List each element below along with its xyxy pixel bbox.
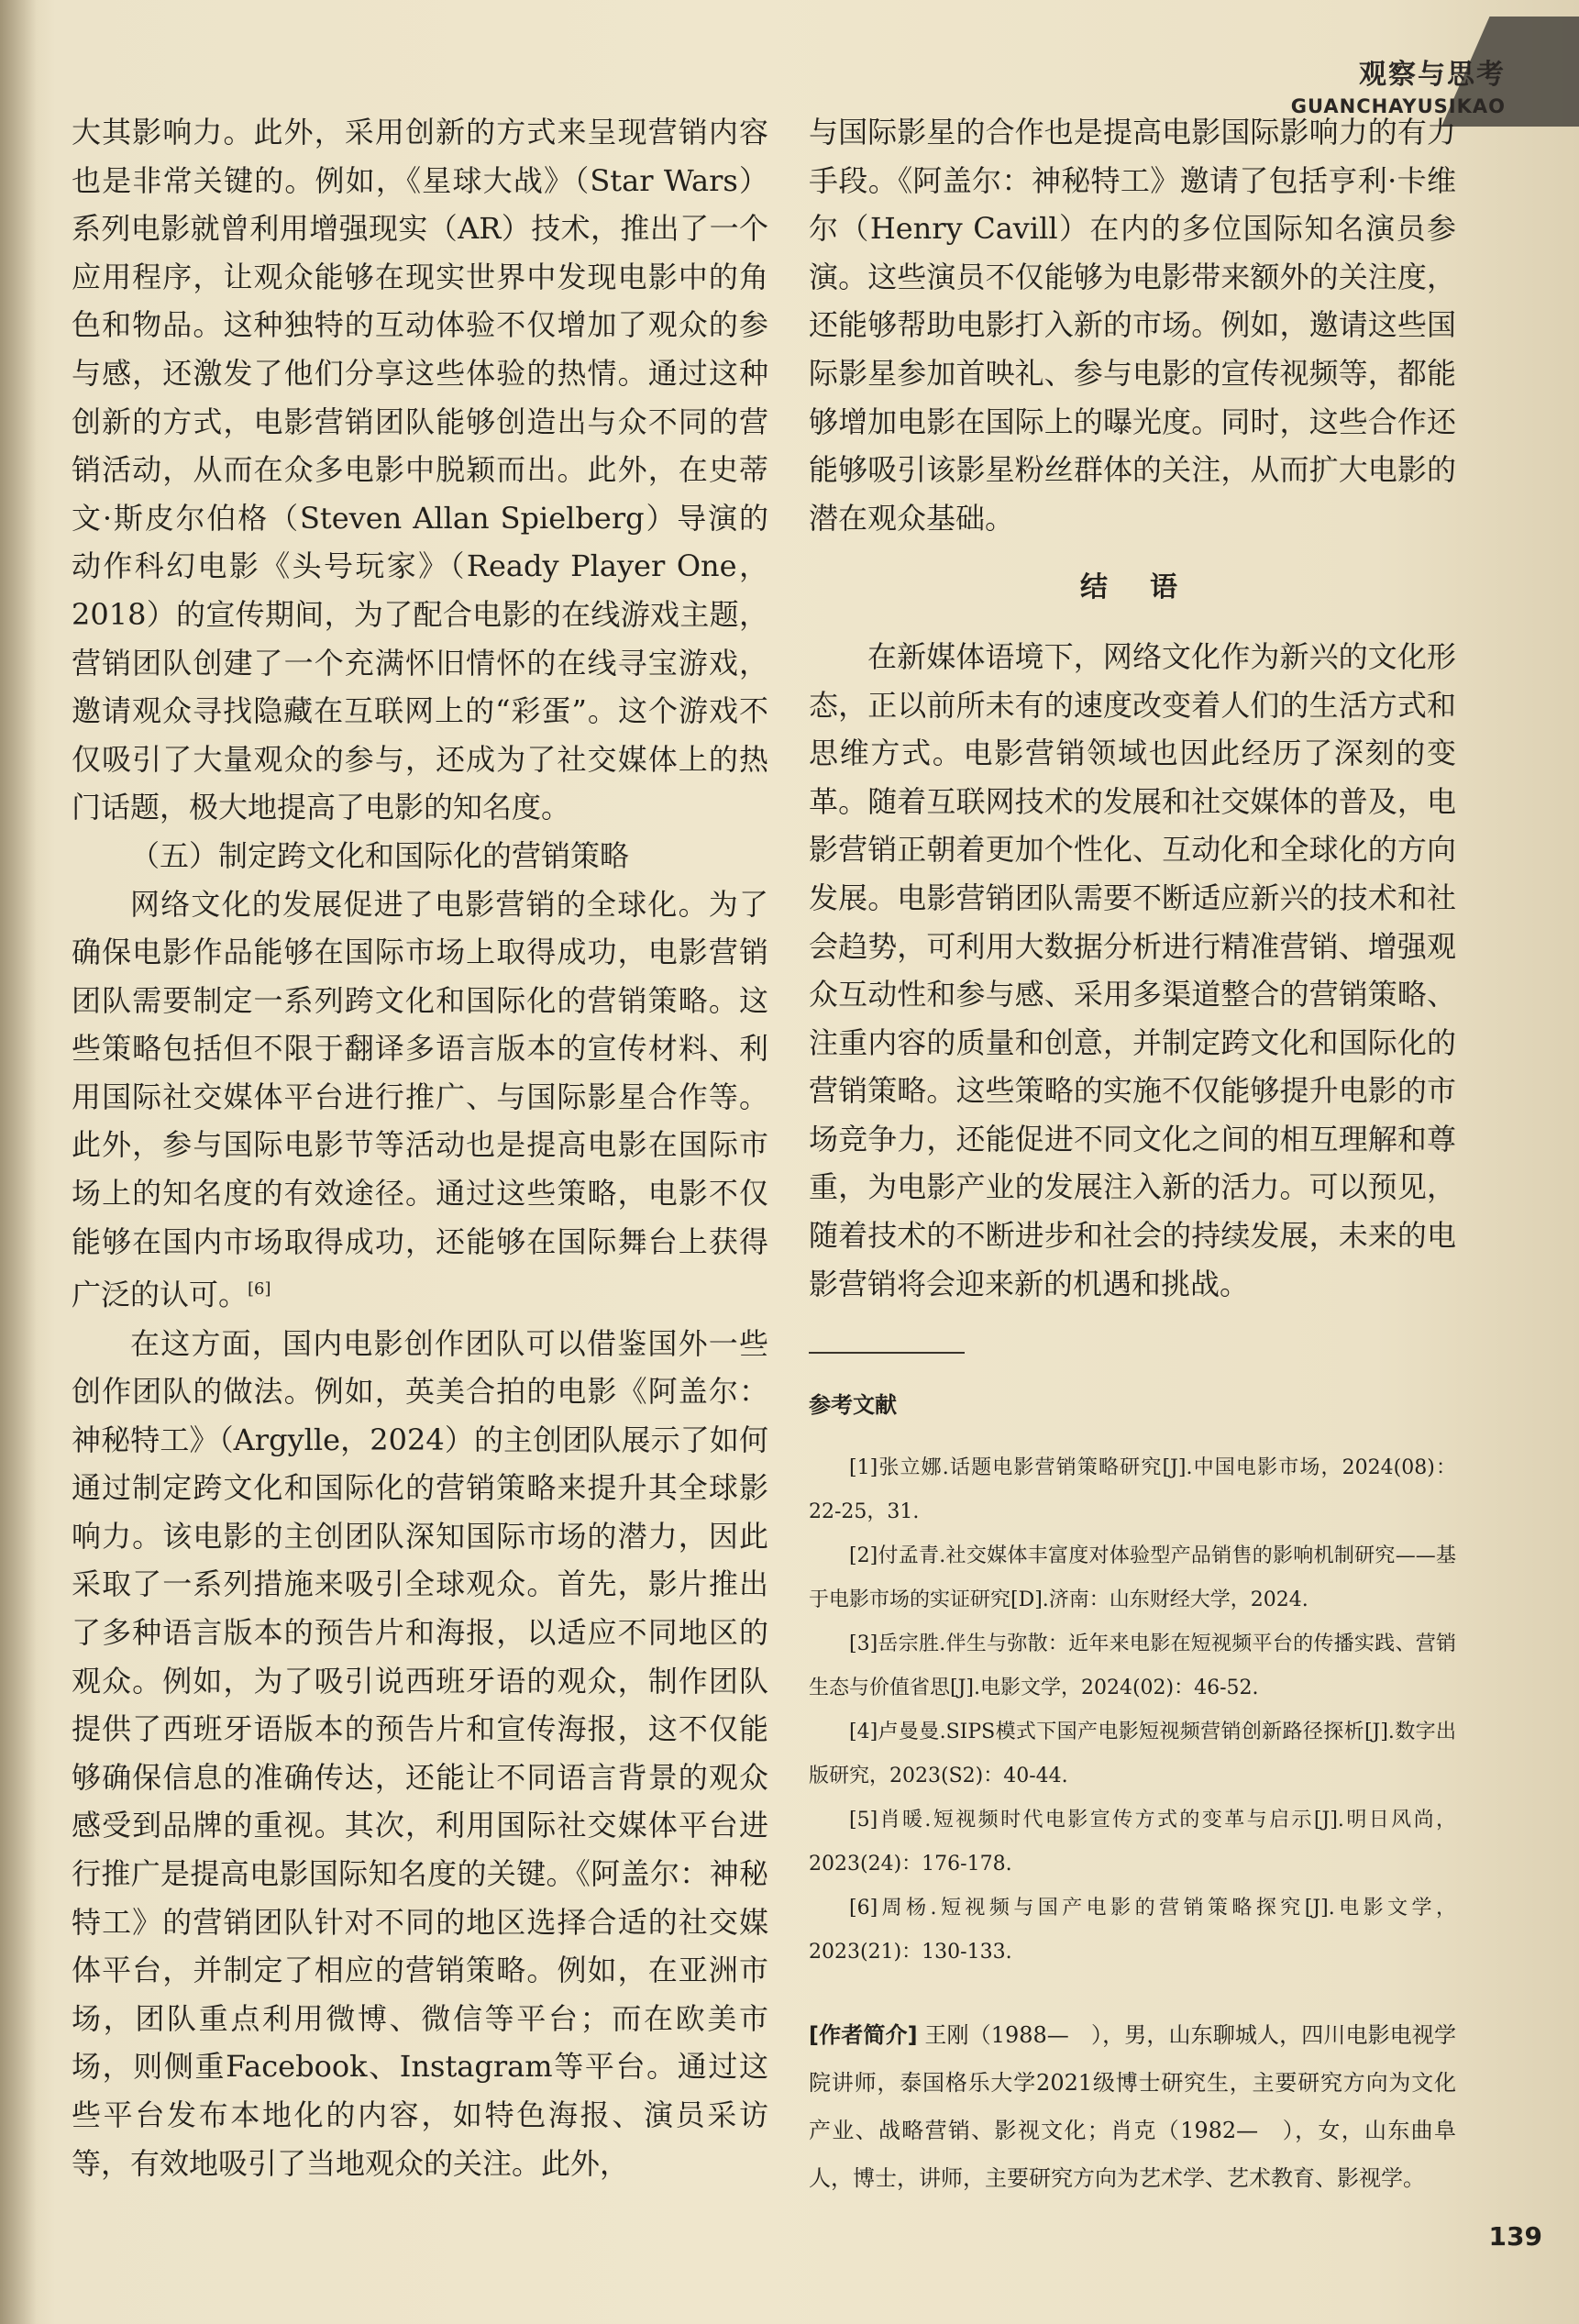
reference-item: [1]张立娜.话题电影营销策略研究[J].中国电影市场，2024(08)：22-25，31. <box>809 1455 1456 1523</box>
reference-item: [3]岳宗胜.伴生与弥散：近年来电影在短视频平台的传播实践、营销生态与价值省思[J].电影文学，2024(02)：46-52. <box>809 1632 1456 1699</box>
page-number: 139 <box>1488 2221 1542 2252</box>
left-paragraph-2-text: 网络文化的发展促进了电影营销的全球化。为了确保电影作品能够在国际市场上取得成功，电影营销团队需要制定一系列跨文化和国际化的营销策略。这些策略包括但不限于翻译多语言版本的宣传材料、利用国际社交媒体平台进行推广、与国际影星合作等。此外，参与国际电影节等活动也是提高电影在国际市场上的知名度的有效途径。通过这些策略，电影不仅能够在国内市场取得成功，还能够在国际舞台上获得广泛的认可。 <box>72 886 768 1312</box>
conclusion-heading: 结 语 <box>1080 571 1185 604</box>
header-subtitle: GUANCHAYUSIKAO <box>1290 95 1506 117</box>
reference-item: [2]付孟青.社交媒体丰富度对体验型产品销售的影响机制研究——基于电影市场的实证研究[D].济南：山东财经大学，2024. <box>809 1544 1456 1611</box>
header-title: 观察与思考 <box>1359 59 1506 91</box>
left-paragraph-2 <box>72 880 768 1320</box>
right-paragraph-1: 与国际影星的合作也是提高电影国际影响力的有力手段。《阿盖尔：神秘特工》邀请了包括亨利·卡维尔（Henry Cavill）在内的多位国际知名演员参演。这些演员不仅能够为电影带来额外的关注度，还能够帮助电影打入新的市场。例如，邀请这些国际影星参加首映礼、参与电影的宣传视频等，都能够增加电影在国际上的曝光度。同时，这些合作还能够吸引该影星粉丝群体的关注，从而扩大电影的潜在观众基础。 <box>809 115 1456 536</box>
author-bio <box>809 2011 1456 2202</box>
conclusion-paragraph: 在新媒体语境下，网络文化作为新兴的文化形态，正以前所未有的速度改变着人们的生活方式和思维方式。电影营销领域也因此经历了深刻的变革。随着互联网技术的发展和社交媒体的普及，电影营销正朝着更加个性化、互动化和全球化的方向发展。电影营销团队需要不断适应新兴的技术和社会趋势，可利用大数据分析进行精准营销、增强观众互动性和参与感、采用多渠道整合的营销策略、注重内容的质量和创意，并制定跨文化和国际化的营销策略。这些策略的实施不仅能够提升电影的市场竞争力，还能促进不同文化之间的相互理解和尊重，为电影产业的发展注入新的活力。可以预见，随着技术的不断进步和社会的持续发展，未来的电影营销将会迎来新的机遇和挑战。 <box>809 638 1456 1301</box>
references-divider <box>809 1352 965 1354</box>
left-paragraph-1: 大其影响力。此外，采用创新的方式来呈现营销内容也是非常关键的。例如，《星球大战》（Star Wars）系列电影就曾利用增强现实（AR）技术，推出了一个应用程序，让观众能够在现实世界中发现电影中的角色和物品。这种独特的互动体验不仅增加了观众的参与感，还激发了他们分享这些体验的热情。通过这种创新的方式，电影营销团队能够创造出与众不同的营销活动，从而在众多电影中脱颖而出。此外，在史蒂文·斯皮尔伯格（Steven Allan Spielberg）导演的动作科幻电影《头号玩家》（Ready Player One，2018）的宣传期间，为了配合电影的在线游戏主题，营销团队创建了一个充满怀旧情怀的在线寻宝游戏，邀请观众寻找隐藏在互联网上的“彩蛋”。这个游戏不仅吸引了大量观众的参与，还成为了社交媒体上的热门话题，极大地提高了电影的知名度。 <box>72 115 768 825</box>
left-column <box>72 108 768 2187</box>
reference-item: [5]肖暖.短视频时代电影宣传方式的变革与启示[J].明日风尚，2023(24)：176-178. <box>809 1808 1456 1876</box>
section-subheading: （五）制定跨文化和国际化的营销策略 <box>130 837 630 873</box>
book-gutter-shadow <box>0 0 37 2324</box>
author-bio-label: [作者简介] <box>809 2021 918 2048</box>
author-bio-text: 王刚（1988— ），男，山东聊城人，四川电影电视学院讲师，泰国格乐大学2021级博士研究生，主要研究方向为文化产业、战略营销、影视文化；肖克（1982— ），女，山东曲阜人，博士，讲师，主要研究方向为艺术学、艺术教育、影视学。 <box>809 2021 1457 2191</box>
reference-item: [4]卢曼曼.SIPS模式下国产电影短视频营销创新路径探析[J].数字出版研究，2023(S2)：40-44. <box>809 1720 1456 1787</box>
references-heading: 参考文献 <box>809 1392 897 1419</box>
reference-item: [6]周杨.短视频与国产电影的营销策略探究[J].电影文学，2023(21)：130-133. <box>809 1896 1456 1964</box>
left-paragraph-3: 在这方面，国内电影创作团队可以借鉴国外一些创作团队的做法。例如，英美合拍的电影《阿盖尔：神秘特工》（Argylle，2024）的主创团队展示了如何通过制定跨文化和国际化的营销策略来提升其全球影响力。该电影的主创团队深知国际市场的潜力，因此采取了一系列措施来吸引全球观众。首先，影片推出了多种语言版本的预告片和海报，以适应不同地区的观众。例如，为了吸引说西班牙语的观众，制作团队提供了西班牙语版本的预告片和宣传海报，这不仅能够确保信息的准确传达，还能让不同语言背景的观众感受到品牌的重视。其次，利用国际社交媒体平台进行推广是提高电影国际知名度的关键。《阿盖尔：神秘特工》的营销团队针对不同的地区选择合适的社交媒体平台，并制定了相应的营销策略。例如，在亚洲市场，团队重点利用微博、微信等平台；而在欧美市场，则侧重Facebook、Instagram等平台。通过这些平台发布本地化的内容，如特色海报、演员采访等，有效地吸引了当地观众的关注。此外， <box>72 1325 768 2181</box>
right-column <box>809 108 1456 2202</box>
citation-marker: [6] <box>248 1279 271 1300</box>
